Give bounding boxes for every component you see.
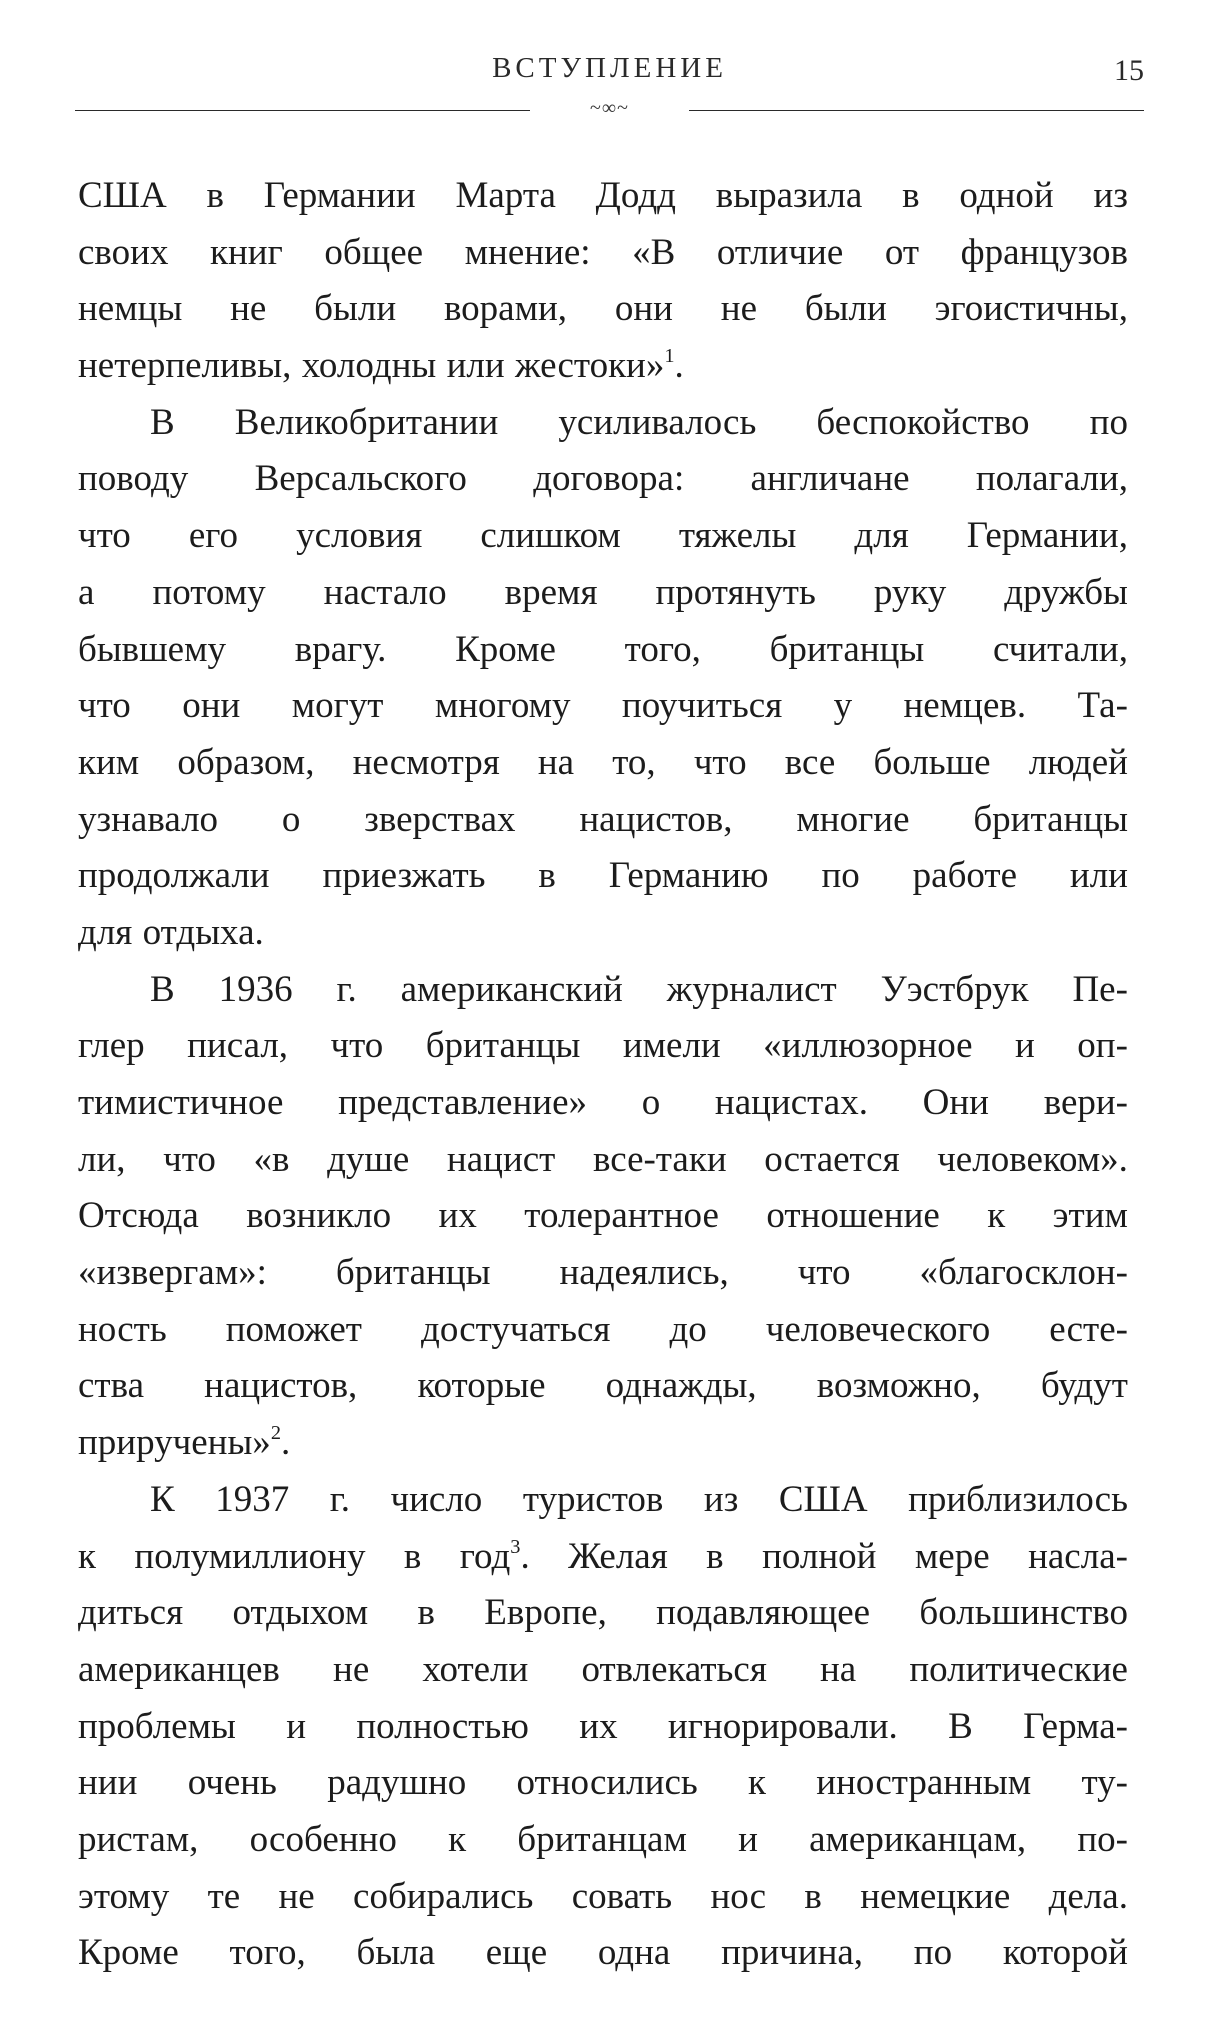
header-rule-right [689, 110, 1144, 111]
footnote-marker[interactable]: 3 [510, 1535, 521, 1558]
text-line: американцев не хотели отвлекаться на политические [78, 1648, 1128, 1690]
page-number: 15 [1114, 54, 1144, 87]
text-line: бывшему врагу. Кроме того, британцы считали, [78, 628, 1128, 670]
footnote-marker[interactable]: 1 [664, 344, 675, 367]
text-line: Отсюда возникло их толерантное отношение к этим [78, 1195, 1128, 1237]
text-line: своих книг общее мнение: «В отличие от французов [78, 231, 1128, 273]
text-line: нетерпеливы, холодны или жестоки»$^1$. [78, 344, 684, 387]
text-line: В 1936 г. американский журналист Уэстбрук Пе- [150, 968, 1128, 1010]
text-line: что они могут многому поучиться у немцев. Та- [78, 685, 1128, 727]
text-line: диться отдыхом в Европе, подавляющее большинство [78, 1592, 1128, 1634]
text-line: глер писал, что британцы имели «иллюзорное и оп- [78, 1025, 1128, 1067]
text-line: ристам, особенно к британцам и американцам, по- [78, 1818, 1128, 1860]
text-line: узнавало о зверствах нацистов, многие британцы [78, 798, 1128, 840]
ornament-icon: ~∞~ [590, 97, 629, 119]
text-line: К 1937 г. число туристов из США приблизилось [150, 1478, 1128, 1520]
text-line: для отдыха. [78, 911, 264, 953]
text-line: ства нацистов, которые однажды, возможно, будут [78, 1365, 1128, 1407]
text-line: «извергам»: британцы надеялись, что «благосклон- [78, 1252, 1128, 1294]
text-line: немцы не были ворами, они не были эгоистичны, [78, 288, 1128, 330]
text-line: что его условия слишком тяжелы для Германии, [78, 515, 1128, 557]
text-line: Кроме того, была еще одна причина, по которой [78, 1932, 1128, 1974]
text-line: ность поможет достучаться до человеческого есте- [78, 1308, 1128, 1350]
text-line: ким образом, несмотря на то, что все больше людей [78, 741, 1128, 783]
text-line: проблемы и полностью их игнорировали. В Герма- [78, 1705, 1128, 1747]
text-line: этому те не собирались совать нос в немецкие дела. [78, 1875, 1128, 1917]
text-line: ли, что «в душе нацист все-таки остается человеком». [78, 1138, 1128, 1180]
footnote-marker[interactable]: 2 [270, 1421, 281, 1444]
text-line: приручены»$^2$. [78, 1421, 291, 1464]
text-line: нии очень радушно относились к иностранным ту- [78, 1762, 1128, 1804]
text-line: США в Германии Марта Додд выразила в одной из [78, 175, 1128, 216]
chapter-title: ВСТУПЛЕНИЕ [492, 52, 727, 84]
text-line: а потому настало время протянуть руку дружбы [78, 571, 1128, 613]
text-line: к полумиллиону в год$^3$. Желая в полной мере насла- [78, 1535, 1128, 1577]
text-line: тимистичное представление» о нацистах. Они вери- [78, 1082, 1128, 1123]
text-line: продолжали приезжать в Германию по работе или [78, 855, 1128, 897]
text-line: поводу Версальского договора: англичане полагали, [78, 458, 1128, 500]
running-head [75, 52, 1144, 122]
text-line: В Великобритании усиливалось беспокойство по [150, 401, 1128, 443]
body-text [78, 168, 1128, 1982]
